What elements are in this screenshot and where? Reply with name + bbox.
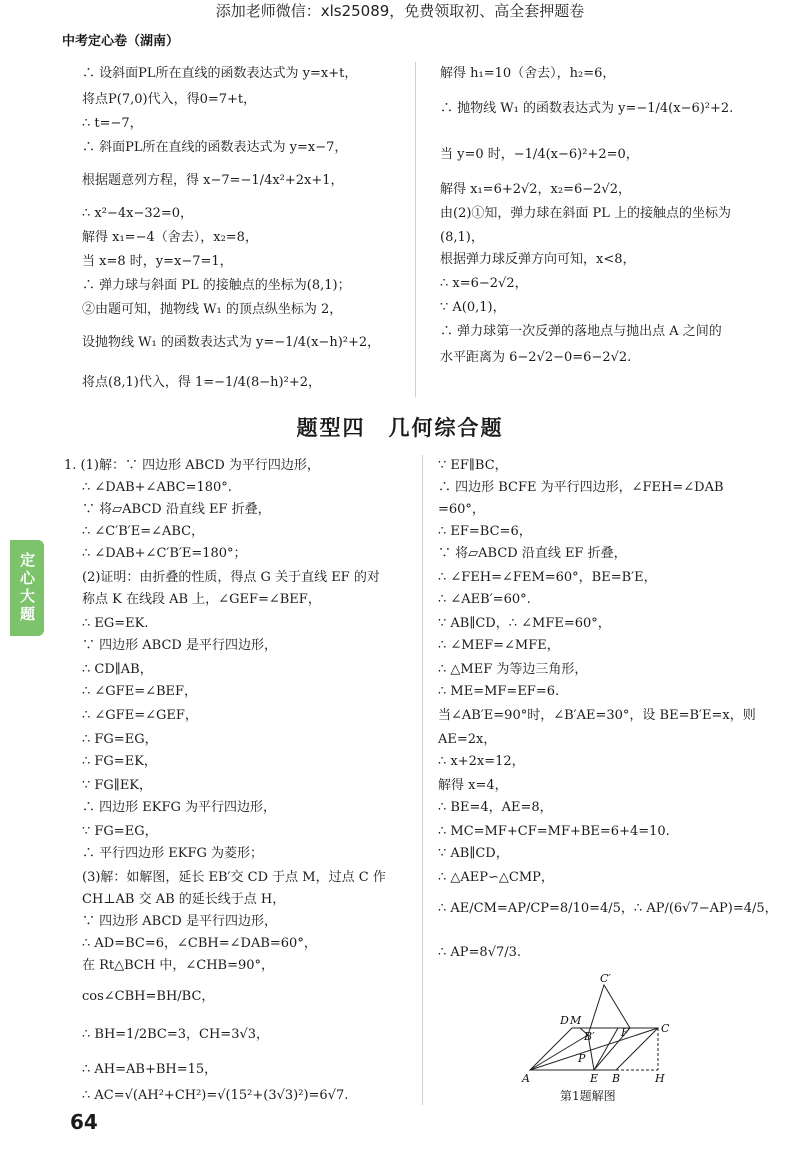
text-line: (2)证明：由折叠的性质，得点 G 关于直线 EF 的对 <box>82 570 380 585</box>
text-line: ∴ FG=EK， <box>82 754 157 769</box>
column-divider <box>415 62 416 397</box>
text-line: 1. (1)解：∵ 四边形 ABCD 为平行四边形， <box>64 458 320 473</box>
label-b: B <box>612 1072 621 1085</box>
text-line: ∴ x²−4x−32=0， <box>82 206 194 221</box>
text-line: 解得 h₁=10（舍去），h₂=6， <box>440 66 616 81</box>
text-line: ∴ ∠GFE=∠GEF， <box>82 708 198 723</box>
top-right-column <box>440 66 770 401</box>
top-left-column <box>82 66 402 401</box>
text-line: ∴ ∠AEB′=60°. <box>438 592 531 607</box>
text-line: ∴ ME=MF=EF=6. <box>438 684 560 699</box>
text-line: ∴ 斜面PL所在直线的函数表达式为 y=x−7， <box>82 140 348 155</box>
text-line: (3)解：如解图，延长 EB′交 CD 于点 M，过点 C 作 <box>82 870 386 885</box>
running-head: 中考定心卷（湖南） <box>62 34 180 49</box>
label-c: C <box>661 1022 670 1035</box>
text-line: ∴ x+2x=12， <box>438 754 525 769</box>
label-e: E <box>590 1072 599 1085</box>
text-line: ②由题可知，抛物线 W₁ 的顶点纵坐标为 2， <box>82 302 343 317</box>
figure-caption: 第1题解图 <box>560 1089 616 1103</box>
text-line: ∴ 弹力球第一次反弹的落地点与抛出点 A 之间的 <box>440 324 722 339</box>
text-line: 设抛物线 W₁ 的函数表达式为 y=−1/4(x−h)²+2， <box>82 335 381 350</box>
label-f: F <box>621 1026 629 1039</box>
text-line: 当 y=0 时，−1/4(x−6)²+2=0， <box>440 147 639 162</box>
text-line: ∴ FG=EG， <box>82 732 158 747</box>
text-line: ∴ ∠C′B′E=∠ABC， <box>82 524 205 539</box>
text-line: (8,1)， <box>440 230 484 245</box>
text-line: ∵ 四边形 ABCD 是平行四边形， <box>82 914 277 929</box>
label-d: D <box>560 1014 569 1027</box>
text-line: ∴ BE=4，AE=8， <box>438 800 553 815</box>
bottom-left-column <box>64 458 409 1108</box>
text-line: ∴ ∠FEH=∠FEM=60°，BE=B′E， <box>438 570 657 585</box>
label-a: A <box>522 1072 530 1085</box>
header-banner: 添加老师微信：xls25089，免费领取初、高全套押题卷 <box>215 2 585 20</box>
text-line: 水平距离为 6−2√2−0=6−2√2. <box>440 350 632 365</box>
text-line: ∵ AB∥CD，∴ ∠MFE=60°， <box>438 616 611 631</box>
text-line: ∴ MC=MF+CF=MF+BE=6+4=10. <box>438 824 670 839</box>
text-line: AE=2x， <box>438 732 497 747</box>
bottom-right-column <box>438 458 778 978</box>
text-line: ∴ AD=BC=6，∠CBH=∠DAB=60°， <box>82 936 317 951</box>
text-line: ∴ 四边形 EKFG 为平行四边形， <box>82 800 277 815</box>
text-line: ∴ x=6−2√2， <box>440 276 528 291</box>
label-b-prime: B′ <box>584 1030 595 1043</box>
text-line: ∵ FG=EG， <box>82 824 158 839</box>
text-line: 由(2)①知，弹力球在斜面 PL 上的接触点的坐标为 <box>440 206 732 221</box>
text-line: 解得 x₁=6+2√2，x₂=6−2√2， <box>440 182 631 197</box>
page-number: 64 <box>70 1110 98 1134</box>
text-line: ∴ ∠GFE=∠BEF， <box>82 684 198 699</box>
text-line: ∴ 四边形 BCFE 为平行四边形，∠FEH=∠DAB <box>438 480 724 495</box>
text-line: 称点 K 在线段 AB 上，∠GEF=∠BEF， <box>82 592 321 607</box>
label-c-prime: C′ <box>600 972 611 985</box>
text-line: ∴ △AEP∽△CMP， <box>438 870 554 885</box>
text-line: ∴ ∠DAB+∠ABC=180°. <box>82 480 232 495</box>
text-line: 在 Rt△BCH 中，∠CHB=90°， <box>82 958 275 973</box>
text-line: ∴ △MEF 为等边三角形， <box>438 662 588 677</box>
text-line: ∴ 设斜面PL所在直线的函数表达式为 y=x+t， <box>82 66 358 81</box>
label-h: H <box>655 1072 665 1085</box>
fold-line-ef <box>594 1028 618 1070</box>
text-line: ∴ AH=AB+BH=15， <box>82 1062 218 1077</box>
text-line: ∴ AC=√(AH²+CH²)=√(15²+(3√3)²)=6√7. <box>82 1088 349 1103</box>
text-line: 将点(8,1)代入，得 1=−1/4(8−h)²+2， <box>82 375 321 390</box>
label-m: M <box>570 1014 582 1027</box>
text-line: 当∠AB′E=90°时，∠B′AE=30°，设 BE=B′E=x，则 <box>438 708 756 723</box>
text-line: ∴ EG=EK. <box>82 616 149 631</box>
text-line: ∵ EF∥BC， <box>438 458 508 473</box>
text-line: ∴ 平行四边形 EKFG 为菱形； <box>82 846 264 861</box>
text-line: =60°， <box>438 502 485 517</box>
text-line: ∴ ∠DAB+∠C′B′E=180°； <box>82 546 247 561</box>
text-line: ∴ t=−7， <box>82 116 143 131</box>
text-line: CH⊥AB 交 AB 的延长线于点 H， <box>82 892 286 907</box>
text-line: 根据题意列方程，得 x−7=−1/4x²+2x+1， <box>82 173 344 188</box>
text-line: ∴ CD∥AB， <box>82 662 153 677</box>
text-line: ∵ 将▱ABCD 沿直线 EF 折叠， <box>82 502 271 517</box>
text-line: ∵ 四边形 ABCD 是平行四边形， <box>82 638 277 653</box>
side-tab: 定心大题 <box>10 540 44 636</box>
text-line: 解得 x₁=−4（舍去），x₂=8， <box>82 230 258 245</box>
text-line: ∵ 将▱ABCD 沿直线 EF 折叠， <box>438 546 627 561</box>
text-line: ∵ AB∥CD， <box>438 846 509 861</box>
text-line: ∴ 抛物线 W₁ 的函数表达式为 y=−1/4(x−6)²+2. <box>440 101 734 116</box>
text-line: 根据弹力球反弹方向可知，x<8， <box>440 252 636 267</box>
text-line: ∴ ∠MEF=∠MFE， <box>438 638 560 653</box>
text-line: 解得 x=4， <box>438 778 508 793</box>
text-line: ∵ FG∥EK， <box>82 778 153 793</box>
text-line: ∵ A(0,1)， <box>440 300 506 315</box>
text-line: cos∠CBH=BH/BC， <box>82 989 215 1004</box>
column-divider <box>422 455 423 1105</box>
text-line: 当 x=8 时，y=x−7=1， <box>82 254 233 269</box>
label-p: P <box>578 1052 586 1065</box>
section-title: 题型四 几何综合题 <box>296 416 504 440</box>
text-line: ∴ 弹力球与斜面 PL 的接触点的坐标为(8,1)； <box>82 278 351 293</box>
text-line: ∴ AE/CM=AP/CP=8/10=4/5，∴ AP/(6√7−AP)=4/5， <box>438 901 778 916</box>
text-line: 将点P(7,0)代入，得0=7+t， <box>82 92 257 107</box>
text-line: ∴ EF=BC=6， <box>438 524 532 539</box>
text-line: ∴ BH=1/2BC=3，CH=3√3， <box>82 1027 270 1042</box>
text-line: ∴ AP=8√7/3. <box>438 945 522 960</box>
